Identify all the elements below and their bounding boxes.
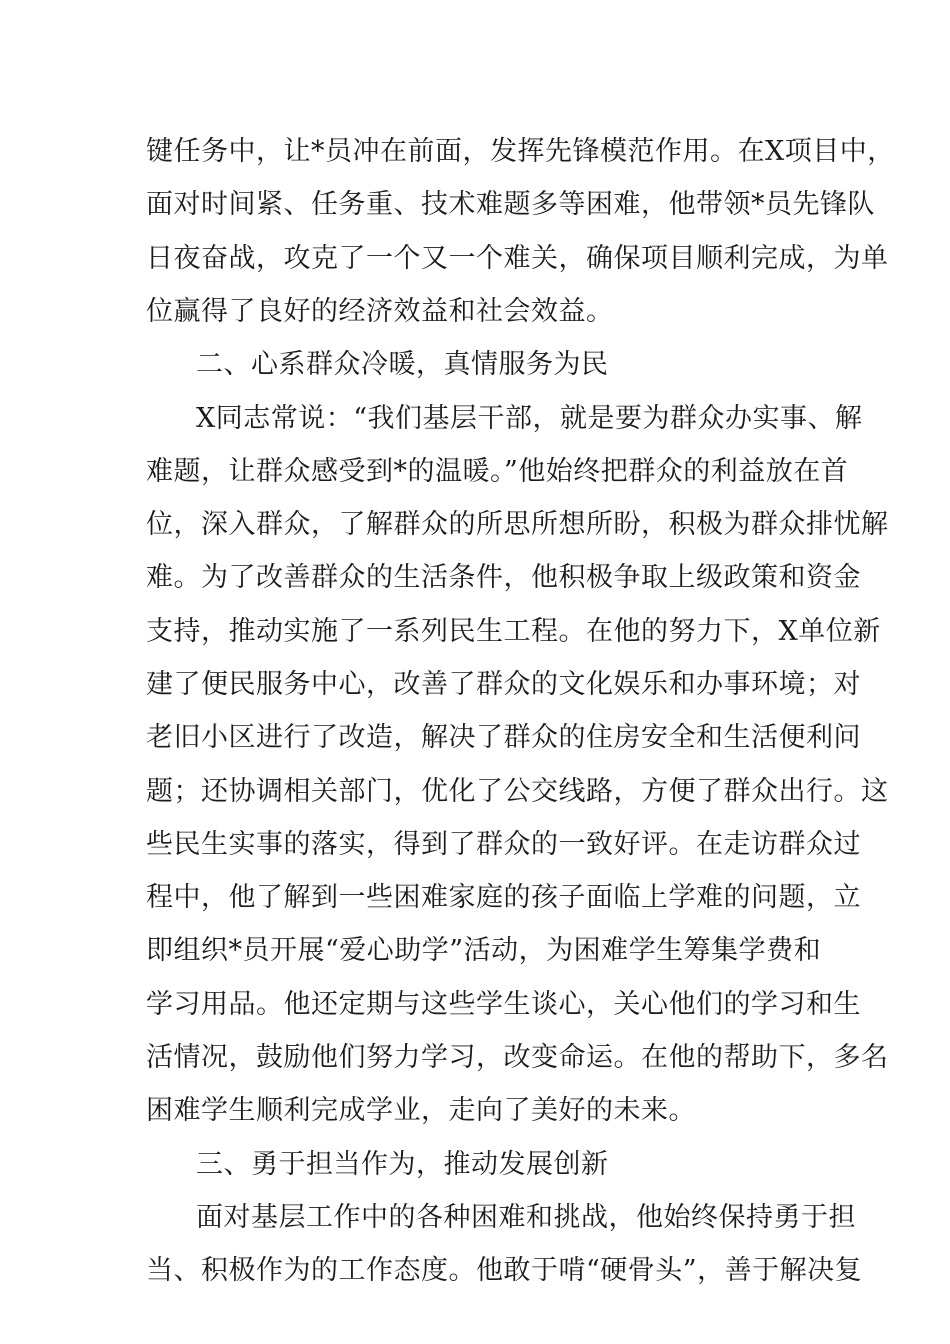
section-heading-2: 二、心系群众冷暖，真情服务为民 — [196, 349, 609, 380]
text-line-14: 些民生实事的落实，得到了群众的一致好评。在走访群众过 — [146, 829, 861, 860]
text-line-15: 程中，他了解到一些困难家庭的孩子面临上学难的问题，立 — [146, 882, 861, 913]
text-line-8: 位，深入群众，了解群众的所思所想所盼，积极为群众排忧解 — [146, 509, 889, 540]
text-line-3: 日夜奋战，攻克了一个又一个难关，确保项目顺利完成，为单 — [146, 243, 889, 274]
text-line-1: 键任务中，让*员冲在前面，发挥先锋模范作用。在X项目中， — [146, 136, 895, 167]
text-line-12: 老旧小区进行了改造，解决了群众的住房安全和生活便利问 — [146, 722, 861, 753]
text-line-13: 题；还协调相关部门，优化了公交线路，方便了群众出行。这 — [146, 776, 889, 807]
text-line-17: 学习用品。他还定期与这些学生谈心，关心他们的学习和生 — [146, 989, 861, 1020]
text-line-19: 困难学生顺利完成学业，走向了美好的未来。 — [146, 1095, 696, 1126]
text-line-11: 建了便民服务中心，改善了群众的文化娱乐和办事环境；对 — [146, 669, 861, 700]
section-heading-3: 三、勇于担当作为，推动发展创新 — [196, 1149, 609, 1180]
text-line-2: 面对时间紧、任务重、技术难题多等困难，他带领*员先锋队 — [146, 189, 875, 220]
text-line-21: 面对基层工作中的各种困难和挑战，他始终保持勇于担 — [196, 1202, 856, 1233]
text-line-4: 位赢得了良好的经济效益和社会效益。 — [146, 296, 614, 327]
text-line-7: 难题，让群众感受到*的温暖。”他始终把群众的利益放在首 — [146, 456, 849, 487]
text-line-6: X同志常说：“我们基层干部，就是要为群众办实事、解 — [196, 403, 863, 434]
text-line-10: 支持，推动实施了一系列民生工程。在他的努力下，X单位新 — [146, 616, 881, 647]
text-line-16: 即组织*员开展“爱心助学”活动，为困难学生筹集学费和 — [146, 935, 822, 966]
text-line-18: 活情况，鼓励他们努力学习，改变命运。在他的帮助下，多名 — [146, 1042, 889, 1073]
text-line-22: 当、积极作为的工作态度。他敢于啃“硬骨头”，善于解决复 — [146, 1255, 863, 1286]
text-line-9: 难。为了改善群众的生活条件，他积极争取上级政策和资金 — [146, 562, 861, 593]
